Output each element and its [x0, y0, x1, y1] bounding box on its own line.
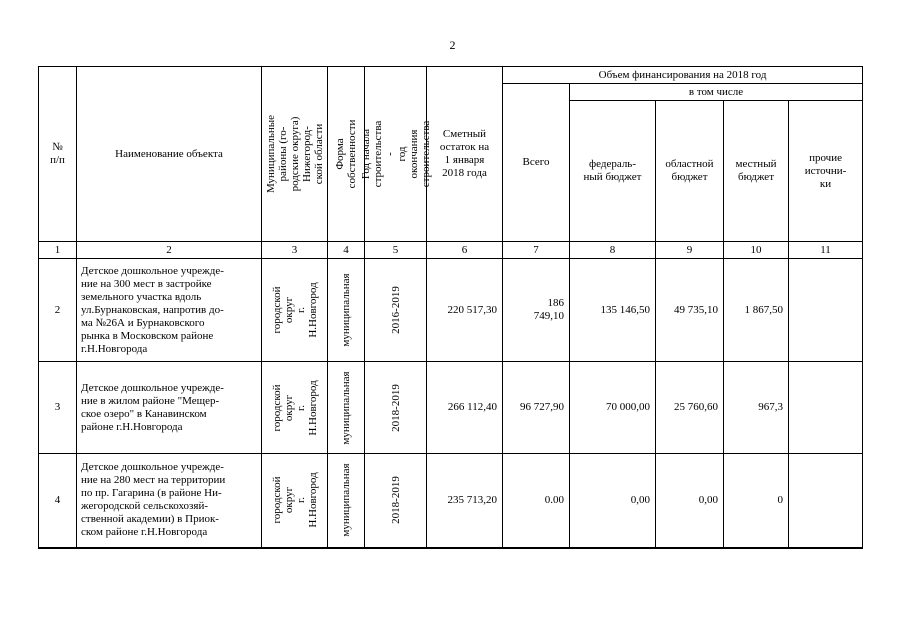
column-number: 10 [724, 242, 789, 259]
object-name: Детское дошкольное учрежде- ние на 280 мест на территории по пр. Гагарина (в районе Ни- жегородской сельскохозяй- ственной академии) в Приок- ском районе г.Н.Новгорода [77, 454, 262, 548]
header-years: Год начала строительства - год окончания строительства [365, 67, 427, 242]
other-cell [789, 259, 863, 362]
column-number: 6 [427, 242, 503, 259]
column-number: 8 [570, 242, 656, 259]
regional-cell: 25 760,60 [656, 362, 724, 454]
row-number: 3 [39, 362, 77, 454]
object-name: Детское дошкольное учрежде- ние в жилом районе "Мещер- ское озеро" в Канавинском районе г.Н.Новгорода [77, 362, 262, 454]
header-including: в том числе [570, 84, 863, 101]
header-object-name: Наименование объекта [77, 67, 262, 242]
regional-cell: 49 735,10 [656, 259, 724, 362]
other-cell [789, 454, 863, 548]
header-balance: Сметный остаток на 1 января 2018 года [427, 67, 503, 242]
row-number: 2 [39, 259, 77, 362]
funding-table [38, 66, 863, 549]
years-cell: 2018-2019 [365, 362, 427, 454]
header-district: Муниципальные районы (го- родские округа) Нижегород- ской области [262, 67, 328, 242]
column-number: 11 [789, 242, 863, 259]
header-federal: федераль- ный бюджет [570, 101, 656, 242]
page-number: 2 [449, 38, 456, 52]
header-regional: областной бюджет [656, 101, 724, 242]
total-cell: 186 749,10 [503, 259, 570, 362]
local-cell: 1 867,50 [724, 259, 789, 362]
ownership-cell: муниципальная [328, 362, 365, 454]
local-cell: 967,3 [724, 362, 789, 454]
column-number-row [39, 242, 863, 259]
column-number: 7 [503, 242, 570, 259]
district-cell: городской округ г. Н.Новгород [262, 259, 328, 362]
row-number: 4 [39, 454, 77, 548]
federal-cell: 135 146,50 [570, 259, 656, 362]
table-row [39, 259, 863, 362]
header-total: Всего [503, 84, 570, 242]
balance-cell: 266 112,40 [427, 362, 503, 454]
column-number: 9 [656, 242, 724, 259]
object-name: Детское дошкольное учрежде- ние на 300 мест в застройке земельного участка вдоль ул.Бурнаковская, напротив до- ма №26А и Бурнаковского рынка в Московском районе г.Н.Новгорода [77, 259, 262, 362]
header-number: № п/п [39, 67, 77, 242]
header-other: прочие источни- ки [789, 101, 863, 242]
header-local: местный бюджет [724, 101, 789, 242]
total-cell: 96 727,90 [503, 362, 570, 454]
header-funding-group: Объем финансирования на 2018 год [503, 67, 863, 84]
ownership-cell: муниципальная [328, 454, 365, 548]
federal-cell: 70 000,00 [570, 362, 656, 454]
years-cell: 2018-2019 [365, 454, 427, 548]
district-cell: городской округ г. Н.Новгород [262, 454, 328, 548]
table-row [39, 362, 863, 454]
balance-cell: 220 517,30 [427, 259, 503, 362]
table-row [39, 454, 863, 548]
years-cell: 2016-2019 [365, 259, 427, 362]
other-cell [789, 362, 863, 454]
column-number: 5 [365, 242, 427, 259]
column-number: 4 [328, 242, 365, 259]
district-cell: городской округ г. Н.Новгород [262, 362, 328, 454]
column-number: 3 [262, 242, 328, 259]
ownership-cell: муниципальная [328, 259, 365, 362]
column-number: 1 [39, 242, 77, 259]
local-cell: 0 [724, 454, 789, 548]
total-cell: 0.00 [503, 454, 570, 548]
column-number: 2 [77, 242, 262, 259]
header-ownership: Форма собственности [328, 67, 365, 242]
balance-cell: 235 713,20 [427, 454, 503, 548]
regional-cell: 0,00 [656, 454, 724, 548]
federal-cell: 0,00 [570, 454, 656, 548]
